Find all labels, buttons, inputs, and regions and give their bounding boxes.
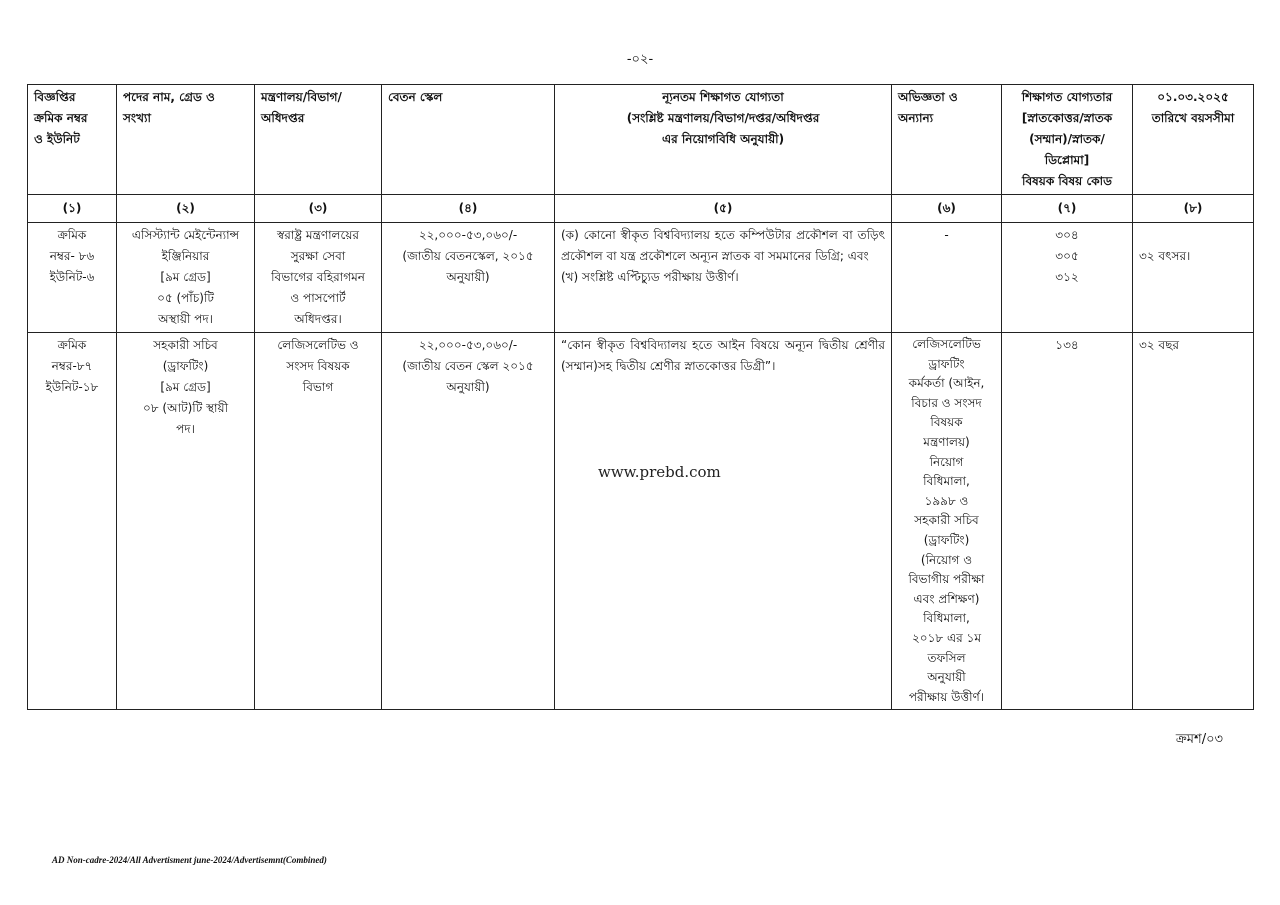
page-number: -০২- (626, 52, 654, 67)
table-row (28, 333, 1254, 710)
header-pay-scale: বেতন স্কেল (382, 85, 555, 195)
serial-cell: ক্রমিক নম্বর-৮৭ ইউনিট-১৮ (28, 333, 117, 710)
header-subject-code: শিক্ষাগত যোগ্যতার [স্নাতকোত্তর/স্নাতক (সম্মান)/স্নাতক/ ডিপ্লোমা] বিষয়ক বিষয় কোড (1002, 85, 1133, 195)
footer-file-path: AD Non-cadre-2024/All Advertisment june-2024/Advertisemnt(Combined) (52, 855, 327, 865)
qualification-cell: (ক) কোনো স্বীকৃত বিশ্ববিদ্যালয় হতে কম্পিউটার প্রকৌশল বা তড়িৎ প্রকৌশল বা যন্ত্র প্রকৌশলে অন্যূন স্নাতক বা সমমানের ডিগ্রি; এবং (খ) সংশ্লিষ্ট এপ্টিচ্যুড পরীক্ষায় উত্তীর্ণ। (555, 223, 892, 333)
column-number-row (28, 195, 1254, 223)
column-number: (৪) (382, 195, 555, 223)
header-age-limit: ০১.০৩.২০২৫ তারিখে বয়সসীমা (1133, 85, 1254, 195)
column-number: (৭) (1002, 195, 1133, 223)
header-experience: অভিজ্ঞতা ও অন্যান্য (892, 85, 1002, 195)
age-limit-cell: ৩২ বছর (1133, 333, 1254, 710)
post-cell: সহকারী সচিব (ড্রাফটিং) [৯ম গ্রেড] ০৮ (আট)টি স্থায়ী পদ। (117, 333, 255, 710)
watermark-text: www.prebd.com (598, 463, 721, 481)
header-serial: বিজ্ঞপ্তির ক্রমিক নম্বর ও ইউনিট (28, 85, 117, 195)
continued-marker: ক্রমশ/০৩ (1175, 732, 1223, 747)
ministry-cell: স্বরাষ্ট্র মন্ত্রণালয়ের সুরক্ষা সেবা বিভাগের বহিরাগমন ও পাসপোর্ট অধিদপ্তর। (255, 223, 382, 333)
header-post: পদের নাম, গ্রেড ও সংখ্যা (117, 85, 255, 195)
serial-cell: ক্রমিক নম্বর- ৮৬ ইউনিট-৬ (28, 223, 117, 333)
header-ministry: মন্ত্রণালয়/বিভাগ/ অধিদপ্তর (255, 85, 382, 195)
subject-code-cell: ৩০৪ ৩০৫ ৩১২ (1002, 223, 1133, 333)
header-qualification: ন্যূনতম শিক্ষাগত যোগ্যতা (সংশ্লিষ্ট মন্ত্রণালয়/বিভাগ/দপ্তর/অধিদপ্তর এর নিয়োগবিধি অনুযায়ী) (555, 85, 892, 195)
experience-cell: - (892, 223, 1002, 333)
column-number: (৮) (1133, 195, 1254, 223)
post-cell: এসিস্ট্যান্ট মেইন্টেন্যান্স ইঞ্জিনিয়ার [৯ম গ্রেড] ০৫ (পাঁচ)টি অস্থায়ী পদ। (117, 223, 255, 333)
recruitment-table (27, 84, 1254, 710)
header-row (28, 85, 1254, 195)
ministry-cell: লেজিসলেটিভ ও সংসদ বিষয়ক বিভাগ (255, 333, 382, 710)
column-number: (১) (28, 195, 117, 223)
pay-scale-cell: ২২,০০০-৫৩,০৬০/- (জাতীয় বেতন স্কেল ২০১৫ অনুযায়ী) (382, 333, 555, 710)
age-limit-cell: ৩২ বৎসর। (1133, 223, 1254, 333)
qualification-cell: “কোন স্বীকৃত বিশ্ববিদ্যালয় হতে আইন বিষয়ে অন্যূন দ্বিতীয় শ্রেণীর (সম্মান)সহ দ্বিতীয় শ্রেণীর স্নাতকোত্তর ডিগ্রী”। (555, 333, 892, 710)
column-number: (২) (117, 195, 255, 223)
table-row (28, 223, 1254, 333)
column-number: (৬) (892, 195, 1002, 223)
column-number: (৩) (255, 195, 382, 223)
experience-cell: লেজিসলেটিভ ড্রাফটিং কর্মকর্তা (আইন, বিচার ও সংসদ বিষয়ক মন্ত্রণালয়) নিয়োগ বিধিমালা, ১৯৯৮ ও সহকারী সচিব (ড্রাফটিং) (নিয়োগ ও বিভাগীয় পরীক্ষা এবং প্রশিক্ষণ) বিধিমালা, ২০১৮ এর ১ম তফসিল অনুযায়ী পরীক্ষায় উত্তীর্ণ। (892, 333, 1002, 710)
column-number: (৫) (555, 195, 892, 223)
pay-scale-cell: ২২,০০০-৫৩,০৬০/- (জাতীয় বেতনস্কেল, ২০১৫ অনুযায়ী) (382, 223, 555, 333)
subject-code-cell: ১৩৪ (1002, 333, 1133, 710)
